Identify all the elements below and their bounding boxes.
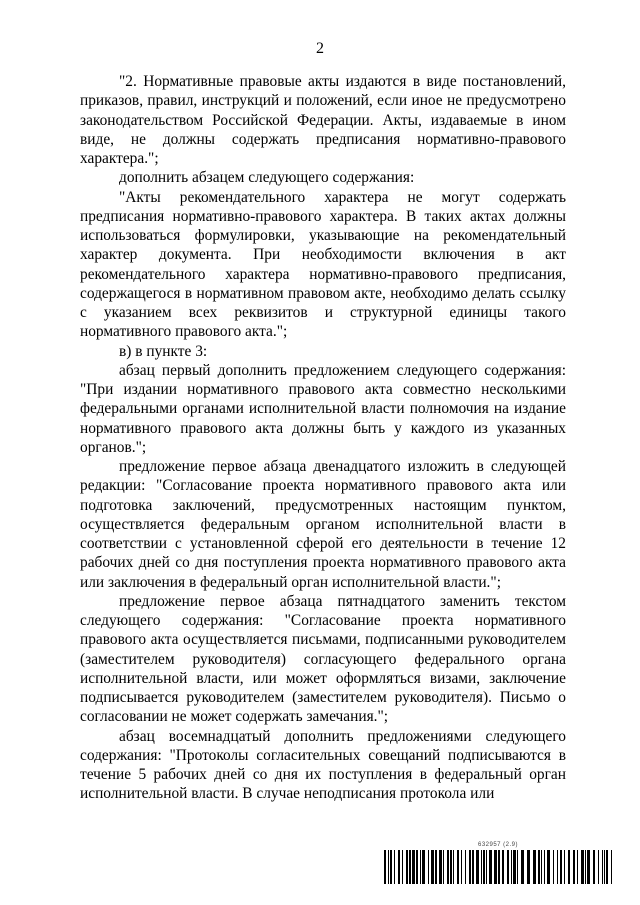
- barcode-number: 632957 (2.9): [477, 842, 519, 848]
- paragraph-2: дополнить абзацем следующего содержания:: [119, 169, 415, 187]
- document-body: [80, 72, 566, 804]
- paragraph-8: абзац восемнадцатый дополнить предложениями следующего содержания: "Протоколы согласительных совещаний подписываются в течение 5 рабочих дней со дня их поступления в федеральный орган исполнительной власти. В случае неподписания протокола или: [80, 727, 566, 803]
- paragraph-1: "2. Нормативные правовые акты издаются в виде постановлений, приказов, правил, инструкций и положений, если иное не предусмотрено законодательством Российской Федерации. Акты, издаваемые в ином виде, не должны содержать предписания нормативно-правового характера.";: [80, 73, 566, 167]
- page-number: 2: [316, 40, 324, 57]
- paragraph-4: в) в пункте 3:: [119, 342, 208, 360]
- barcode-icon: [384, 850, 612, 884]
- paragraph-5: абзац первый дополнить предложением следующего содержания: "При издании нормативного правового акта совместно несколькими федеральными органами исполнительной власти полномочия на издание нормативного правового акта должны быть у каждого из указанных органов.";: [80, 361, 566, 456]
- paragraph-7: предложение первое абзаца пятнадцатого заменить текстом следующего содержания: "Согласование проекта нормативного правового акта осуществляется письмами, подписанными руководителем (заместителем руководителя) согласующего федерального органа исполнительной власти, или может оформляться визами, заключение подписывается руководителем (заместителем руководителя). Письмо о согласовании не может содержать замечания.";: [80, 592, 566, 726]
- barcode: [384, 842, 612, 886]
- paragraph-3: "Акты рекомендательного характера не могут содержать предписания нормативно-правового характера. В таких актах должны использоваться формулировки, указывающие на рекомендательный характер документа. При необходимости включения в акт рекомендательного характера нормативно-правового предписания, содержащегося в нормативном правовом акте, необходимо делать ссылку с указанием всех реквизитов и структурной единицы такого нормативного правового акта.";: [80, 188, 566, 341]
- paragraph-6: предложение первое абзаца двенадцатого изложить в следующей редакции: "Согласование проекта нормативного правового акта или подготовка заключений, предусмотренных настоящим пунктом, осуществляется федеральным органом исполнительной власти в соответствии с установленной сферой его деятельности в течение 12 рабочих дней со дня поступления проекта нормативного правового акта или заключения в федеральный орган исполнительной власти.";: [80, 458, 566, 591]
